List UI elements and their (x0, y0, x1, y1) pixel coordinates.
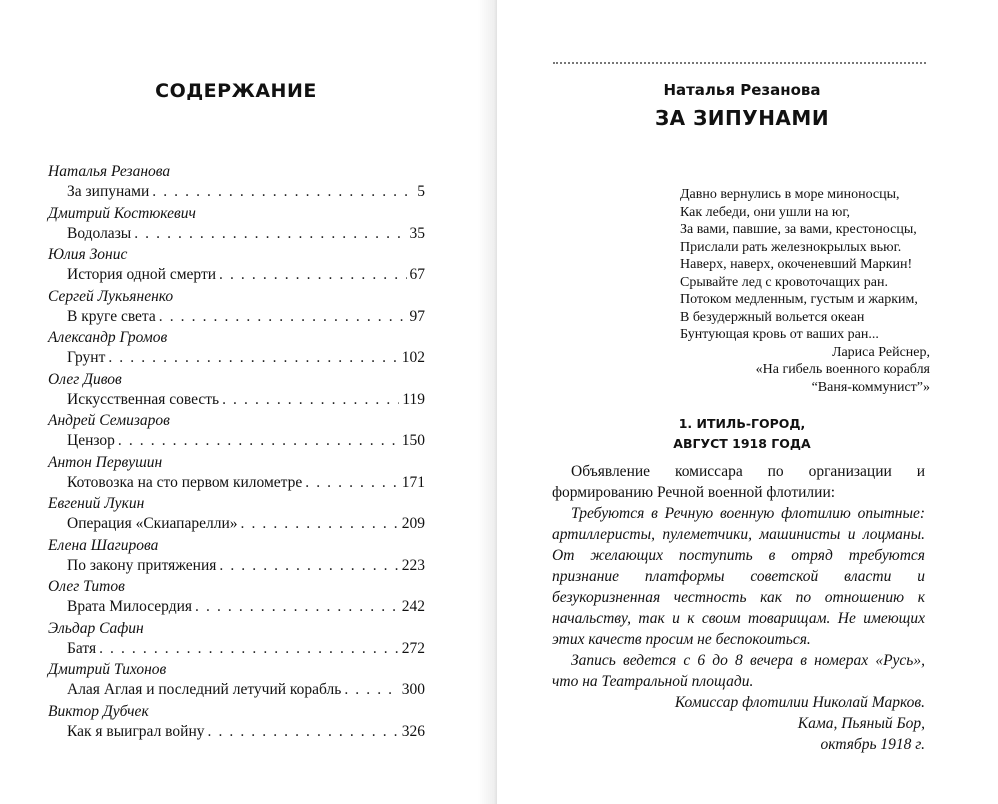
dot-leader (241, 514, 399, 534)
toc-entry (48, 328, 425, 370)
epigraph (680, 186, 930, 396)
toc-entry-title: За зипунами (67, 183, 150, 200)
toc-entry-line (48, 265, 425, 285)
dot-leader (222, 390, 399, 410)
dot-leader (219, 265, 406, 285)
epigraph-attribution: Лариса Рейснер, (831, 344, 930, 360)
toc-entry (48, 660, 425, 702)
toc-entry-title: В круге света (67, 307, 156, 325)
toc-entry-author: Олег Дивов (48, 370, 122, 388)
toc-entry-author: Елена Шагирова (48, 536, 159, 554)
epigraph-attribution: “Ваня-коммунист”» (811, 379, 930, 395)
toc-entry-title: Водолазы (67, 224, 132, 242)
chapter-heading-line: АВГУСТ 1918 ГОДА (673, 436, 811, 451)
toc-entry-page: 35 (409, 224, 425, 242)
toc-entry (48, 411, 425, 453)
toc-entry-author: Эльдар Сафин (48, 619, 144, 637)
toc-entry-title: История одной смерти (67, 266, 217, 283)
toc-entry-author: Наталья Резанова (48, 163, 171, 180)
toc-entry-author: Антон Первушин (48, 453, 163, 471)
toc-entry-title: Цензор (67, 432, 115, 449)
toc-entry (48, 702, 425, 744)
dot-leader (108, 348, 398, 368)
epigraph-line: Как лебеди, они ушли на юг, (680, 204, 851, 220)
toc-entry-page: 97 (409, 307, 425, 325)
toc-entry-title: Алая Аглая и последний летучий корабль (67, 681, 342, 698)
body-paragraph-announcement: Требуются в Речную военную флотилию опытные: артиллеристы, пулеметчики, машинисты и лоцманы. От желающих поступить в отряд требуются признание платформы советской власти и безукоризненная честность как по отношению к начальству, так и к своим товарищам. Не имеющих этих качеств просим не беспокоиться. (552, 505, 925, 648)
dot-leader (305, 473, 398, 493)
toc-entry-title: Батя (67, 639, 97, 657)
body-paragraph-registration: Запись ведется с 6 до 8 вечера в номерах «Русь», что на Театральной площади. (552, 652, 925, 690)
toc-entry-line (48, 597, 425, 617)
toc-entry-line (48, 307, 425, 327)
toc-entry (48, 162, 425, 204)
toc-entry-line (48, 431, 425, 451)
epigraph-attribution: «На гибель военного корабля (755, 362, 930, 377)
epigraph-line: Срывайте лед с кровоточащих ран. (680, 274, 888, 290)
toc-entry (48, 245, 425, 287)
signature-line: октябрь 1918 г. (820, 736, 925, 753)
epigraph-line: Потоком медленным, густым и жарким, (680, 292, 918, 307)
toc-entry-line (48, 722, 425, 742)
epigraph-line: Наверх, наверх, окоченевший Маркин! (680, 257, 913, 272)
epigraph-line: За вами, павшие, за вами, крестоносцы, (680, 222, 917, 237)
toc-entry-page: 119 (402, 390, 425, 408)
toc-entry (48, 494, 425, 536)
epigraph-line: Давно вернулись в море миноносцы, (680, 187, 900, 202)
toc-entry-author: Дмитрий Костюкевич (48, 204, 196, 222)
toc-entry-line (48, 473, 425, 493)
toc-entry (48, 619, 425, 661)
toc-entry-page: 150 (401, 432, 425, 449)
toc-entry-author: Александр Громов (48, 329, 168, 346)
story-author: Наталья Резанова (663, 81, 821, 99)
toc-entry (48, 536, 425, 578)
body-paragraph-intro: Объявление комиссара по организации и формированию Речной военной флотилии: (552, 463, 925, 501)
toc-entry-author: Олег Титов (48, 578, 125, 595)
toc-entry-line (48, 224, 425, 244)
dot-leader (134, 224, 406, 244)
toc-entry-page: 171 (401, 473, 425, 491)
toc-entry-title: Котовозка на сто первом километре (67, 473, 303, 491)
toc-entry (48, 204, 425, 246)
toc-entry-title: Операция «Скиапарелли» (67, 515, 238, 532)
toc-entry (48, 577, 425, 619)
toc-entry-author: Андрей Семизаров (48, 412, 170, 429)
toc-entry (48, 453, 425, 495)
left-page (0, 0, 497, 804)
right-page (497, 0, 998, 804)
toc-entry-page: 67 (409, 266, 425, 283)
epigraph-line: В безудержный вольется океан (680, 309, 865, 325)
dot-leader (159, 307, 407, 327)
toc-entry-line (48, 390, 425, 410)
toc-entry-page: 223 (401, 556, 425, 574)
toc-entry-line (48, 639, 425, 659)
chapter-heading-line: 1. ИТИЛЬ-ГОРОД, (678, 416, 806, 431)
toc-entry-page: 209 (401, 515, 425, 532)
toc-entry-title: По закону притяжения (67, 556, 217, 574)
toc-entry-author: Дмитрий Тихонов (48, 661, 167, 678)
signature-line: Комиссар флотилии Николай Марков. (674, 694, 925, 711)
toc-entry-title: Врата Милосердия (67, 598, 193, 615)
toc-entry-author: Сергей Лукьяненко (48, 287, 174, 305)
toc-entry-line (48, 514, 425, 534)
toc-entry-page: 300 (401, 681, 425, 698)
signature-line: Кама, Пьяный Бор, (797, 715, 925, 732)
dot-leader (344, 680, 398, 700)
dot-leader (219, 556, 398, 576)
chapter-heading (497, 414, 987, 454)
toc-entry (48, 370, 425, 412)
toc-entry-title: Грунт (67, 349, 106, 366)
dot-leader (118, 431, 399, 451)
toc-entry (48, 287, 425, 329)
toc-entry-line (48, 556, 425, 576)
toc-entry-page: 272 (401, 639, 425, 657)
story-title: ЗА ЗИПУНАМИ (654, 106, 830, 130)
toc-entry-author: Виктор Дубчек (48, 702, 149, 720)
toc-entry-page: 242 (401, 598, 425, 615)
story-body (552, 461, 925, 755)
toc-heading: СОДЕРЖАНИЕ (155, 80, 317, 102)
dot-leader (152, 182, 414, 202)
toc-entry-title: Как я выиграл войну (67, 722, 205, 740)
toc-entry-line (48, 182, 425, 202)
dot-leader (99, 639, 399, 659)
toc-entry-page: 102 (401, 349, 425, 366)
epigraph-line: Прислали рать железнокрылых вьюг. (680, 239, 902, 255)
toc-entry-line (48, 680, 425, 700)
toc-entry-title: Искусственная совесть (67, 390, 220, 408)
toc-entry-author: Юлия Зонис (48, 246, 128, 263)
epigraph-line: Бунтующая кровь от ваших ран... (680, 327, 879, 342)
table-of-contents (48, 162, 425, 743)
toc-entry-author: Евгений Лукин (48, 495, 145, 512)
toc-entry-page: 326 (401, 722, 425, 740)
dotted-rule (553, 62, 926, 64)
dot-leader (195, 597, 399, 617)
toc-entry-line (48, 348, 425, 368)
toc-entry-page: 5 (417, 183, 425, 200)
dot-leader (208, 722, 399, 742)
